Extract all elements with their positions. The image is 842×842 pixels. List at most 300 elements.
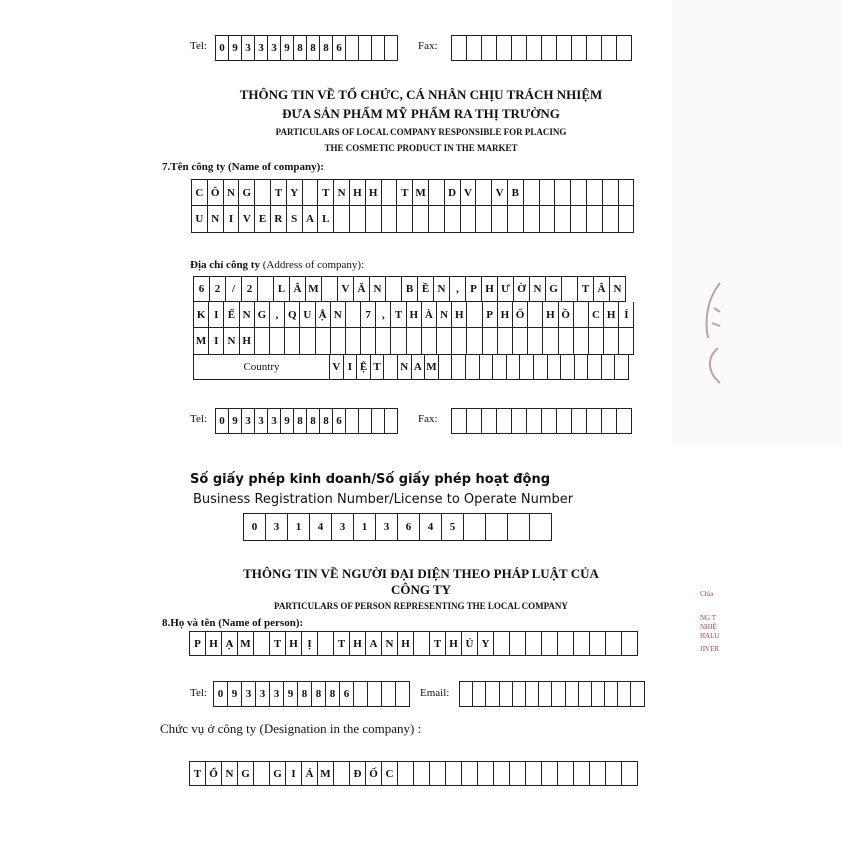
- char-box[interactable]: I: [344, 355, 358, 380]
- char-box[interactable]: 8: [312, 681, 326, 707]
- char-box[interactable]: 3: [256, 681, 270, 707]
- char-box[interactable]: [512, 35, 527, 61]
- char-box[interactable]: M: [318, 761, 334, 786]
- char-box[interactable]: [622, 631, 638, 656]
- char-box[interactable]: G: [238, 761, 254, 786]
- char-box[interactable]: Ậ: [316, 302, 331, 328]
- char-box[interactable]: 3: [242, 408, 255, 434]
- char-box[interactable]: [372, 408, 385, 434]
- char-box[interactable]: Ố: [513, 302, 528, 328]
- char-box[interactable]: [492, 206, 508, 233]
- char-box[interactable]: N: [434, 276, 450, 302]
- char-box[interactable]: 3: [266, 513, 288, 541]
- char-box[interactable]: [413, 206, 429, 233]
- char-box[interactable]: Ể: [224, 302, 239, 328]
- char-box[interactable]: 6: [340, 681, 354, 707]
- char-box[interactable]: [575, 355, 589, 380]
- char-box[interactable]: H: [240, 328, 255, 355]
- address-grid-row-1[interactable]: [193, 276, 626, 302]
- char-box[interactable]: [604, 328, 619, 355]
- char-box[interactable]: ,: [450, 276, 466, 302]
- char-box[interactable]: Ạ: [222, 631, 238, 656]
- char-box[interactable]: 3: [268, 408, 281, 434]
- char-box[interactable]: V: [461, 179, 477, 206]
- char-box[interactable]: [602, 35, 617, 61]
- char-box[interactable]: [422, 328, 437, 355]
- char-box[interactable]: [590, 761, 606, 786]
- char-box[interactable]: Y: [478, 631, 494, 656]
- char-box[interactable]: [510, 761, 526, 786]
- char-box[interactable]: T: [430, 631, 446, 656]
- char-box[interactable]: [558, 631, 574, 656]
- char-box[interactable]: P: [483, 302, 498, 328]
- char-box[interactable]: M: [238, 631, 254, 656]
- char-box[interactable]: C: [382, 761, 398, 786]
- char-box[interactable]: Í: [619, 302, 634, 328]
- char-box[interactable]: H: [407, 302, 422, 328]
- char-box[interactable]: ,: [376, 302, 391, 328]
- char-box[interactable]: [526, 761, 542, 786]
- char-box[interactable]: N: [610, 276, 626, 302]
- char-box[interactable]: B: [402, 276, 418, 302]
- char-box[interactable]: [493, 355, 507, 380]
- char-box[interactable]: [542, 408, 557, 434]
- char-box[interactable]: Ệ: [357, 355, 371, 380]
- char-box[interactable]: [480, 355, 494, 380]
- char-box[interactable]: [540, 179, 556, 206]
- char-box[interactable]: [513, 328, 528, 355]
- char-box[interactable]: H: [398, 631, 414, 656]
- char-box[interactable]: [255, 179, 271, 206]
- char-box[interactable]: 6: [333, 408, 346, 434]
- char-box[interactable]: [467, 35, 482, 61]
- char-box[interactable]: [462, 761, 478, 786]
- char-box[interactable]: [603, 179, 619, 206]
- char-box[interactable]: [255, 328, 270, 355]
- char-box[interactable]: 4: [310, 513, 332, 541]
- char-box[interactable]: [557, 35, 572, 61]
- char-box[interactable]: [386, 276, 402, 302]
- char-box[interactable]: Â: [290, 276, 306, 302]
- char-box[interactable]: [548, 355, 562, 380]
- char-box[interactable]: N: [331, 302, 346, 328]
- char-box[interactable]: H: [446, 631, 462, 656]
- char-box[interactable]: [429, 206, 445, 233]
- char-box[interactable]: [382, 206, 398, 233]
- char-box[interactable]: 8: [307, 408, 320, 434]
- char-box[interactable]: 9: [229, 408, 242, 434]
- char-box[interactable]: [391, 328, 406, 355]
- char-box[interactable]: V: [338, 276, 354, 302]
- char-box[interactable]: [618, 681, 631, 707]
- char-box[interactable]: H: [350, 631, 366, 656]
- char-box[interactable]: N: [222, 761, 238, 786]
- char-box[interactable]: K: [194, 302, 209, 328]
- char-box[interactable]: [497, 35, 512, 61]
- char-box[interactable]: [359, 408, 372, 434]
- char-box[interactable]: H: [543, 302, 558, 328]
- char-box[interactable]: G: [270, 761, 286, 786]
- char-box[interactable]: [542, 35, 557, 61]
- char-box[interactable]: [346, 408, 359, 434]
- char-box[interactable]: G: [255, 302, 270, 328]
- country-grid[interactable]: [329, 355, 629, 380]
- char-box[interactable]: [464, 513, 486, 541]
- char-box[interactable]: 6: [398, 513, 420, 541]
- license-grid[interactable]: [243, 513, 552, 541]
- char-box[interactable]: [574, 328, 589, 355]
- char-box[interactable]: [385, 35, 398, 61]
- char-box[interactable]: 9: [281, 408, 294, 434]
- tel-grid-2[interactable]: [215, 408, 398, 434]
- char-box[interactable]: [322, 276, 338, 302]
- char-box[interactable]: [476, 179, 492, 206]
- char-box[interactable]: [588, 355, 602, 380]
- email-grid[interactable]: [459, 681, 645, 707]
- char-box[interactable]: A: [412, 355, 426, 380]
- char-box[interactable]: [572, 408, 587, 434]
- char-box[interactable]: Ổ: [206, 761, 222, 786]
- company-grid-row-1[interactable]: [191, 179, 634, 206]
- char-box[interactable]: H: [498, 302, 513, 328]
- address-grid-row-3[interactable]: [193, 328, 634, 355]
- char-box[interactable]: 4: [420, 513, 442, 541]
- char-box[interactable]: H: [366, 179, 382, 206]
- char-box[interactable]: [346, 302, 361, 328]
- char-box[interactable]: Á: [302, 761, 318, 786]
- char-box[interactable]: 7: [361, 302, 376, 328]
- char-box[interactable]: [574, 761, 590, 786]
- char-box[interactable]: [542, 761, 558, 786]
- char-box[interactable]: [520, 355, 534, 380]
- char-box[interactable]: I: [209, 302, 224, 328]
- char-box[interactable]: [543, 328, 558, 355]
- char-box[interactable]: N: [334, 179, 350, 206]
- char-box[interactable]: [285, 328, 300, 355]
- char-box[interactable]: [587, 179, 603, 206]
- char-box[interactable]: [368, 681, 382, 707]
- char-box[interactable]: H: [286, 631, 302, 656]
- char-box[interactable]: 9: [229, 35, 242, 61]
- char-box[interactable]: [254, 631, 270, 656]
- char-box[interactable]: 2: [242, 276, 258, 302]
- char-box[interactable]: Ư: [498, 276, 514, 302]
- char-box[interactable]: [258, 276, 274, 302]
- char-box[interactable]: M: [306, 276, 322, 302]
- char-box[interactable]: [587, 408, 602, 434]
- char-box[interactable]: [467, 408, 482, 434]
- char-box[interactable]: 1: [288, 513, 310, 541]
- char-box[interactable]: P: [190, 631, 206, 656]
- char-box[interactable]: [590, 631, 606, 656]
- char-box[interactable]: H: [452, 302, 467, 328]
- char-box[interactable]: M: [425, 355, 439, 380]
- char-box[interactable]: [498, 328, 513, 355]
- char-box[interactable]: [446, 761, 462, 786]
- char-box[interactable]: [384, 355, 398, 380]
- char-box[interactable]: 6: [194, 276, 210, 302]
- char-box[interactable]: [452, 355, 466, 380]
- char-box[interactable]: Ố: [366, 761, 382, 786]
- char-box[interactable]: 9: [228, 681, 242, 707]
- char-box[interactable]: H: [482, 276, 498, 302]
- char-box[interactable]: [555, 206, 571, 233]
- char-box[interactable]: 3: [332, 513, 354, 541]
- char-box[interactable]: 6: [333, 35, 346, 61]
- char-box[interactable]: [334, 206, 350, 233]
- company-grid-row-2[interactable]: [191, 206, 634, 233]
- char-box[interactable]: A: [366, 631, 382, 656]
- char-box[interactable]: U: [192, 206, 208, 233]
- char-box[interactable]: [508, 513, 530, 541]
- char-box[interactable]: U: [300, 302, 315, 328]
- char-box[interactable]: [452, 408, 467, 434]
- char-box[interactable]: [571, 206, 587, 233]
- char-box[interactable]: 0: [216, 35, 229, 61]
- char-box[interactable]: [566, 681, 579, 707]
- char-box[interactable]: [366, 206, 382, 233]
- char-box[interactable]: 3: [242, 681, 256, 707]
- char-box[interactable]: [466, 355, 480, 380]
- person-name-grid[interactable]: [189, 631, 638, 656]
- char-box[interactable]: [467, 328, 482, 355]
- char-box[interactable]: N: [370, 276, 386, 302]
- char-box[interactable]: [606, 631, 622, 656]
- char-box[interactable]: H: [206, 631, 222, 656]
- char-box[interactable]: [452, 35, 467, 61]
- char-box[interactable]: [476, 206, 492, 233]
- char-box[interactable]: 5: [442, 513, 464, 541]
- char-box[interactable]: À: [422, 302, 437, 328]
- char-box[interactable]: G: [546, 276, 562, 302]
- char-box[interactable]: [602, 408, 617, 434]
- char-box[interactable]: [528, 302, 543, 328]
- char-box[interactable]: 0: [216, 408, 229, 434]
- char-box[interactable]: [558, 761, 574, 786]
- char-box[interactable]: [589, 328, 604, 355]
- char-box[interactable]: [542, 631, 558, 656]
- char-box[interactable]: 9: [284, 681, 298, 707]
- char-box[interactable]: [619, 206, 635, 233]
- char-box[interactable]: [482, 35, 497, 61]
- char-box[interactable]: M: [413, 179, 429, 206]
- char-box[interactable]: Q: [285, 302, 300, 328]
- char-box[interactable]: P: [466, 276, 482, 302]
- char-box[interactable]: [562, 276, 578, 302]
- char-box[interactable]: [512, 408, 527, 434]
- char-box[interactable]: 3: [242, 35, 255, 61]
- char-box[interactable]: 8: [320, 408, 333, 434]
- char-box[interactable]: M: [194, 328, 209, 355]
- char-box[interactable]: 3: [255, 408, 268, 434]
- fax-grid-2[interactable]: [451, 408, 632, 434]
- char-box[interactable]: 1: [354, 513, 376, 541]
- char-box[interactable]: [482, 408, 497, 434]
- char-box[interactable]: [574, 302, 589, 328]
- char-box[interactable]: [303, 179, 319, 206]
- char-box[interactable]: [617, 35, 632, 61]
- char-box[interactable]: [555, 179, 571, 206]
- char-box[interactable]: [559, 328, 574, 355]
- char-box[interactable]: [513, 681, 526, 707]
- char-box[interactable]: [473, 681, 486, 707]
- char-box[interactable]: [587, 206, 603, 233]
- char-box[interactable]: 8: [307, 35, 320, 61]
- char-box[interactable]: 8: [294, 408, 307, 434]
- char-box[interactable]: [414, 761, 430, 786]
- char-box[interactable]: [494, 761, 510, 786]
- char-box[interactable]: [500, 681, 513, 707]
- char-box[interactable]: [617, 408, 632, 434]
- char-box[interactable]: 3: [270, 681, 284, 707]
- char-box[interactable]: 3: [255, 35, 268, 61]
- char-box[interactable]: 9: [281, 35, 294, 61]
- tel-grid-1[interactable]: [215, 35, 398, 61]
- char-box[interactable]: 3: [268, 35, 281, 61]
- char-box[interactable]: [385, 408, 398, 434]
- char-box[interactable]: [526, 681, 539, 707]
- char-box[interactable]: N: [240, 302, 255, 328]
- char-box[interactable]: [346, 328, 361, 355]
- char-box[interactable]: T: [578, 276, 594, 302]
- char-box[interactable]: G: [239, 179, 255, 206]
- char-box[interactable]: T: [318, 179, 334, 206]
- char-box[interactable]: S: [287, 206, 303, 233]
- char-box[interactable]: T: [190, 761, 206, 786]
- char-box[interactable]: [445, 206, 461, 233]
- char-box[interactable]: Y: [287, 179, 303, 206]
- char-box[interactable]: [460, 681, 473, 707]
- char-box[interactable]: Â: [594, 276, 610, 302]
- char-box[interactable]: [528, 328, 543, 355]
- char-box[interactable]: [572, 35, 587, 61]
- char-box[interactable]: T: [334, 631, 350, 656]
- char-box[interactable]: I: [224, 206, 240, 233]
- char-box[interactable]: N: [530, 276, 546, 302]
- char-box[interactable]: [524, 206, 540, 233]
- char-box[interactable]: [270, 328, 285, 355]
- fax-grid-1[interactable]: [451, 35, 632, 61]
- char-box[interactable]: L: [318, 206, 334, 233]
- char-box[interactable]: T: [391, 302, 406, 328]
- char-box[interactable]: [318, 631, 334, 656]
- char-box[interactable]: [382, 681, 396, 707]
- char-box[interactable]: [376, 328, 391, 355]
- char-box[interactable]: [350, 206, 366, 233]
- char-box[interactable]: [606, 761, 622, 786]
- char-box[interactable]: [331, 328, 346, 355]
- char-box[interactable]: V: [330, 355, 344, 380]
- char-box[interactable]: 0: [214, 681, 228, 707]
- char-box[interactable]: L: [274, 276, 290, 302]
- char-box[interactable]: I: [286, 761, 302, 786]
- char-box[interactable]: [508, 206, 524, 233]
- char-box[interactable]: [439, 355, 453, 380]
- char-box[interactable]: [398, 761, 414, 786]
- char-box[interactable]: B: [508, 179, 524, 206]
- char-box[interactable]: [527, 408, 542, 434]
- char-box[interactable]: [483, 328, 498, 355]
- char-box[interactable]: T: [270, 631, 286, 656]
- char-box[interactable]: N: [382, 631, 398, 656]
- char-box[interactable]: [372, 35, 385, 61]
- char-box[interactable]: N: [398, 355, 412, 380]
- char-box[interactable]: [346, 35, 359, 61]
- char-box[interactable]: Ờ: [514, 276, 530, 302]
- char-box[interactable]: [615, 355, 629, 380]
- char-box[interactable]: [478, 761, 494, 786]
- char-box[interactable]: [524, 179, 540, 206]
- char-box[interactable]: [605, 681, 618, 707]
- char-box[interactable]: [561, 355, 575, 380]
- designation-grid[interactable]: [189, 761, 638, 786]
- char-box[interactable]: Ă: [354, 276, 370, 302]
- char-box[interactable]: [494, 631, 510, 656]
- char-box[interactable]: [354, 681, 368, 707]
- char-box[interactable]: [534, 355, 548, 380]
- char-box[interactable]: A: [303, 206, 319, 233]
- char-box[interactable]: [396, 681, 410, 707]
- char-box[interactable]: [486, 681, 499, 707]
- char-box[interactable]: R: [271, 206, 287, 233]
- char-box[interactable]: [407, 328, 422, 355]
- char-box[interactable]: H: [350, 179, 366, 206]
- char-box[interactable]: [526, 631, 542, 656]
- char-box[interactable]: [254, 761, 270, 786]
- tel-grid-3[interactable]: [213, 681, 410, 707]
- char-box[interactable]: [300, 328, 315, 355]
- address-grid-row-2[interactable]: [193, 302, 634, 328]
- char-box[interactable]: T: [371, 355, 385, 380]
- char-box[interactable]: [619, 328, 634, 355]
- char-box[interactable]: N: [208, 206, 224, 233]
- char-box[interactable]: 3: [376, 513, 398, 541]
- char-box[interactable]: [631, 681, 644, 707]
- char-box[interactable]: 8: [320, 35, 333, 61]
- char-box[interactable]: C: [589, 302, 604, 328]
- char-box[interactable]: Ề: [418, 276, 434, 302]
- char-box[interactable]: H: [604, 302, 619, 328]
- char-box[interactable]: Ủ: [462, 631, 478, 656]
- char-box[interactable]: [530, 513, 552, 541]
- char-box[interactable]: [316, 328, 331, 355]
- char-box[interactable]: 0: [244, 513, 266, 541]
- char-box[interactable]: 8: [294, 35, 307, 61]
- char-box[interactable]: 8: [298, 681, 312, 707]
- char-box[interactable]: [359, 35, 372, 61]
- char-box[interactable]: Ô: [208, 179, 224, 206]
- char-box[interactable]: [467, 302, 482, 328]
- char-box[interactable]: [527, 35, 542, 61]
- char-box[interactable]: /: [226, 276, 242, 302]
- char-box[interactable]: 2: [210, 276, 226, 302]
- char-box[interactable]: [461, 206, 477, 233]
- char-box[interactable]: [361, 328, 376, 355]
- char-box[interactable]: [603, 206, 619, 233]
- char-box[interactable]: [619, 179, 635, 206]
- char-box[interactable]: T: [397, 179, 413, 206]
- char-box[interactable]: D: [445, 179, 461, 206]
- char-box[interactable]: V: [492, 179, 508, 206]
- char-box[interactable]: [557, 408, 572, 434]
- char-box[interactable]: [497, 408, 512, 434]
- char-box[interactable]: [587, 35, 602, 61]
- char-box[interactable]: [437, 328, 452, 355]
- char-box[interactable]: [574, 631, 590, 656]
- char-box[interactable]: I: [209, 328, 224, 355]
- char-box[interactable]: ,: [270, 302, 285, 328]
- char-box[interactable]: [486, 513, 508, 541]
